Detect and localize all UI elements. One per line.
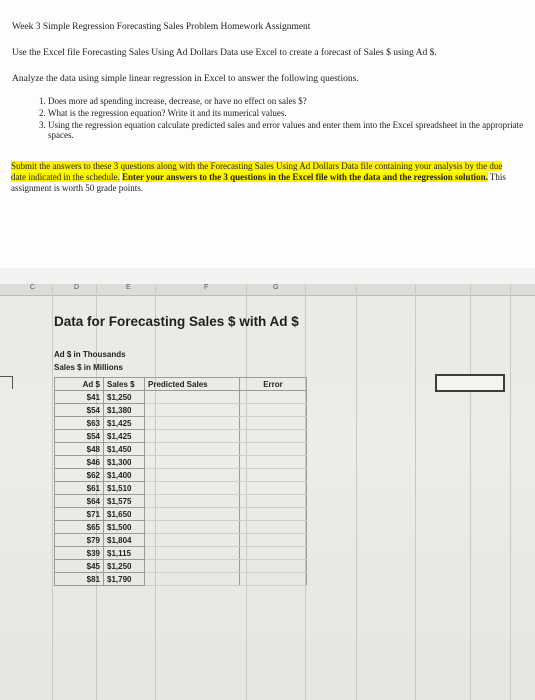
ad-cell[interactable]: $62 bbox=[55, 469, 104, 482]
header-ad: Ad $ bbox=[55, 378, 104, 391]
predicted-sales-cell[interactable] bbox=[145, 547, 240, 560]
error-cell[interactable] bbox=[240, 430, 307, 443]
sales-cell[interactable]: $1,450 bbox=[104, 443, 145, 456]
table-header-row bbox=[55, 378, 307, 391]
assignment-document bbox=[0, 0, 535, 268]
sales-cell[interactable]: $1,250 bbox=[104, 391, 145, 404]
ad-cell[interactable]: $71 bbox=[55, 508, 104, 521]
header-sales: Sales $ bbox=[104, 378, 145, 391]
sales-cell[interactable]: $1,425 bbox=[104, 430, 145, 443]
predicted-sales-cell[interactable] bbox=[145, 482, 240, 495]
column-letter-g: G bbox=[273, 284, 279, 291]
column-letter-d: D bbox=[74, 284, 80, 291]
row-marker bbox=[0, 376, 13, 389]
predicted-sales-cell[interactable] bbox=[145, 443, 240, 456]
table-row bbox=[55, 430, 307, 443]
table-row bbox=[55, 443, 307, 456]
table-row bbox=[55, 417, 307, 430]
assignment-title: Week 3 Simple Regression Forecasting Sales Problem Homework Assignment bbox=[12, 22, 311, 32]
header-error: Error bbox=[240, 378, 307, 391]
error-cell[interactable] bbox=[240, 495, 307, 508]
error-cell[interactable] bbox=[240, 443, 307, 456]
question-2: 2. What is the regression equation? Write it and its numerical values. bbox=[48, 108, 528, 118]
grid-line bbox=[510, 284, 511, 700]
table-row bbox=[55, 573, 307, 586]
question-1: 1. Does more ad spending increase, decrease, or have no effect on sales $? bbox=[48, 96, 528, 106]
error-cell[interactable] bbox=[240, 417, 307, 430]
predicted-sales-cell[interactable] bbox=[145, 495, 240, 508]
grid-line bbox=[470, 284, 471, 700]
submission-instructions bbox=[11, 161, 511, 194]
spreadsheet-photo bbox=[0, 284, 535, 700]
error-cell[interactable] bbox=[240, 534, 307, 547]
submit-text-bold: Enter your answers to the 3 questions in the Excel file with the data and the regression solution. bbox=[121, 172, 488, 182]
sales-cell[interactable]: $1,790 bbox=[104, 573, 145, 586]
predicted-sales-cell[interactable] bbox=[145, 508, 240, 521]
sales-cell[interactable]: $1,300 bbox=[104, 456, 145, 469]
table-row bbox=[55, 547, 307, 560]
predicted-sales-cell[interactable] bbox=[145, 417, 240, 430]
ad-cell[interactable]: $54 bbox=[55, 404, 104, 417]
column-header-bar bbox=[0, 284, 535, 296]
table-row bbox=[55, 456, 307, 469]
column-letter-c: C bbox=[30, 284, 36, 291]
sales-cell[interactable]: $1,575 bbox=[104, 495, 145, 508]
sheet-title: Data for Forecasting Sales $ with Ad $ bbox=[54, 314, 299, 329]
error-cell[interactable] bbox=[240, 508, 307, 521]
sales-cell[interactable]: $1,425 bbox=[104, 417, 145, 430]
error-cell[interactable] bbox=[240, 456, 307, 469]
ad-cell[interactable]: $81 bbox=[55, 573, 104, 586]
ad-cell[interactable]: $54 bbox=[55, 430, 104, 443]
ad-units-note: Ad $ in Thousands bbox=[54, 350, 126, 359]
table-row bbox=[55, 391, 307, 404]
data-table bbox=[54, 377, 307, 586]
predicted-sales-cell[interactable] bbox=[145, 521, 240, 534]
questions-list bbox=[32, 96, 528, 142]
question-3: 3. Using the regression equation calculate predicted sales and error values and enter them into the Excel spreadsheet in the appropriate spaces. bbox=[48, 120, 528, 140]
predicted-sales-cell[interactable] bbox=[145, 404, 240, 417]
table-row bbox=[55, 534, 307, 547]
sales-cell[interactable]: $1,250 bbox=[104, 560, 145, 573]
ad-cell[interactable]: $46 bbox=[55, 456, 104, 469]
table-row bbox=[55, 521, 307, 534]
sales-cell[interactable]: $1,380 bbox=[104, 404, 145, 417]
ad-cell[interactable]: $39 bbox=[55, 547, 104, 560]
table-row bbox=[55, 469, 307, 482]
separator-band bbox=[0, 268, 535, 284]
submit-text-1: Submit the answers to these 3 questions along with the Forecasting Sales Using Ad Dollars Data file containing your analysis by the due date indicated in the schedule. bbox=[11, 161, 503, 182]
ad-cell[interactable]: $63 bbox=[55, 417, 104, 430]
ad-cell[interactable]: $79 bbox=[55, 534, 104, 547]
sales-units-note: Sales $ in Millions bbox=[54, 363, 123, 372]
ad-cell[interactable]: $41 bbox=[55, 391, 104, 404]
error-cell[interactable] bbox=[240, 573, 307, 586]
error-cell[interactable] bbox=[240, 391, 307, 404]
ad-cell[interactable]: $61 bbox=[55, 482, 104, 495]
error-cell[interactable] bbox=[240, 560, 307, 573]
predicted-sales-cell[interactable] bbox=[145, 469, 240, 482]
header-predicted-sales: Predicted Sales bbox=[145, 378, 240, 391]
predicted-sales-cell[interactable] bbox=[145, 391, 240, 404]
error-cell[interactable] bbox=[240, 404, 307, 417]
sales-cell[interactable]: $1,804 bbox=[104, 534, 145, 547]
predicted-sales-cell[interactable] bbox=[145, 534, 240, 547]
sales-cell[interactable]: $1,500 bbox=[104, 521, 145, 534]
instruction-line-2: Analyze the data using simple linear regression in Excel to answer the following questions. bbox=[12, 74, 359, 84]
error-cell[interactable] bbox=[240, 547, 307, 560]
sales-cell[interactable]: $1,510 bbox=[104, 482, 145, 495]
selected-cell[interactable] bbox=[435, 374, 505, 392]
predicted-sales-cell[interactable] bbox=[145, 430, 240, 443]
error-cell[interactable] bbox=[240, 482, 307, 495]
ad-cell[interactable]: $65 bbox=[55, 521, 104, 534]
predicted-sales-cell[interactable] bbox=[145, 560, 240, 573]
table-row bbox=[55, 495, 307, 508]
sales-cell[interactable]: $1,650 bbox=[104, 508, 145, 521]
predicted-sales-cell[interactable] bbox=[145, 456, 240, 469]
sales-cell[interactable]: $1,115 bbox=[104, 547, 145, 560]
ad-cell[interactable]: $45 bbox=[55, 560, 104, 573]
predicted-sales-cell[interactable] bbox=[145, 573, 240, 586]
column-letter-f: F bbox=[204, 284, 209, 291]
table-row bbox=[55, 508, 307, 521]
grid-line bbox=[52, 284, 53, 700]
column-letter-e: E bbox=[126, 284, 131, 291]
ad-cell[interactable]: $48 bbox=[55, 443, 104, 456]
submit-text-2: This assignment is worth 50 grade points. bbox=[11, 172, 506, 193]
grid-line bbox=[356, 284, 357, 700]
grid-line bbox=[415, 284, 416, 700]
sales-cell[interactable]: $1,400 bbox=[104, 469, 145, 482]
error-cell[interactable] bbox=[240, 521, 307, 534]
instruction-line-1: Use the Excel file Forecasting Sales Using Ad Dollars Data use Excel to create a forecast of Sales $ using Ad $. bbox=[12, 48, 437, 58]
ad-cell[interactable]: $64 bbox=[55, 495, 104, 508]
table-row bbox=[55, 404, 307, 417]
table-row bbox=[55, 482, 307, 495]
table-row bbox=[55, 560, 307, 573]
error-cell[interactable] bbox=[240, 469, 307, 482]
